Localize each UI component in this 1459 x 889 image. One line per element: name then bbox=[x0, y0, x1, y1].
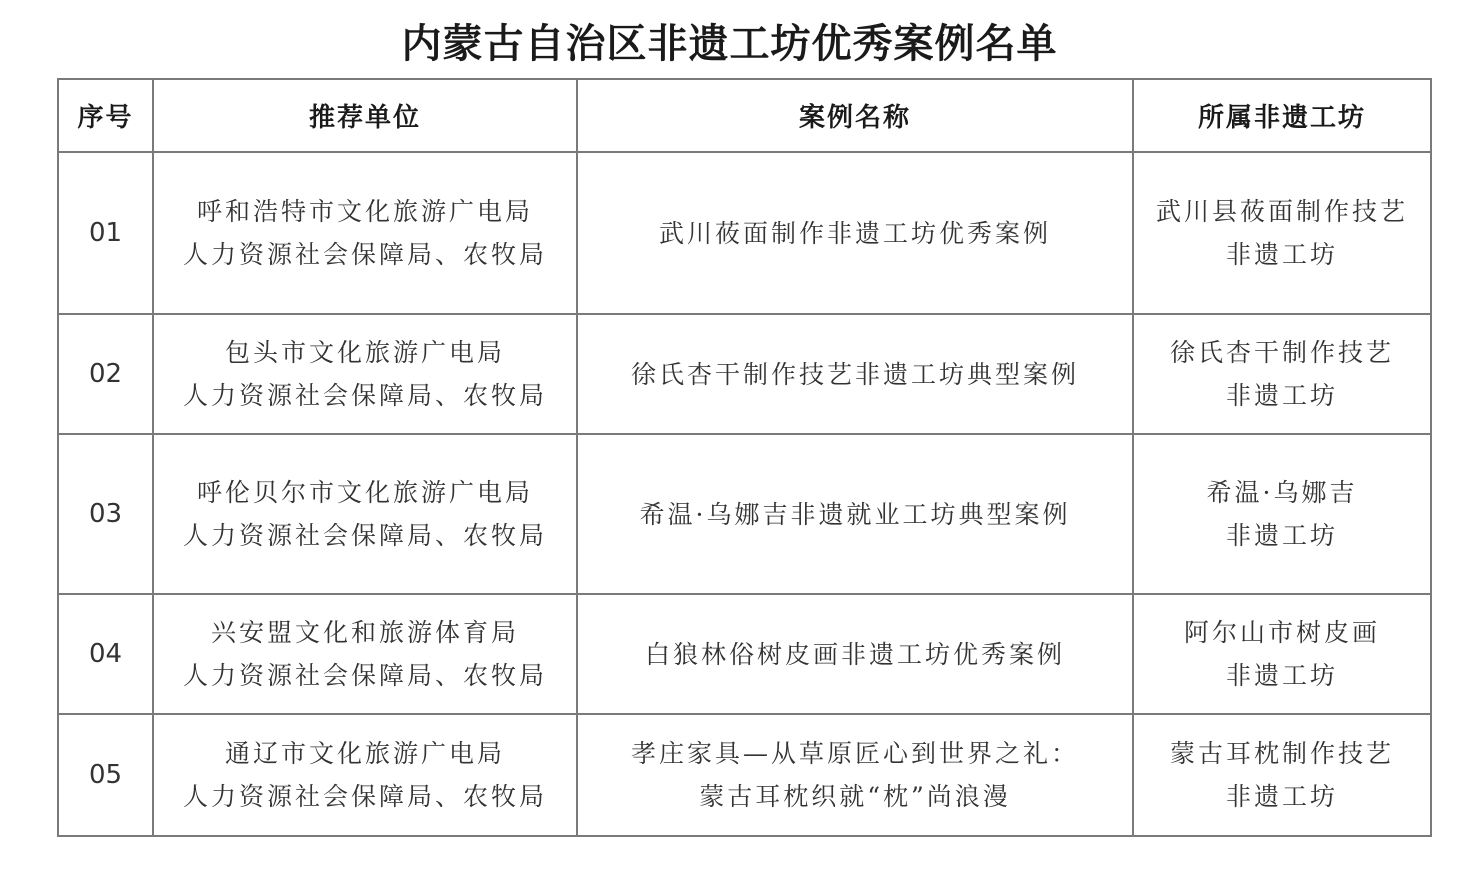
case-line: 蒙古耳枕织就“枕”尚浪漫 bbox=[699, 782, 1011, 811]
cell-unit bbox=[153, 434, 577, 594]
unit-line: 人力资源社会保障局、农牧局 bbox=[182, 521, 547, 550]
case-line: 白狼林俗树皮画非遗工坊优秀案例 bbox=[644, 639, 1065, 669]
unit-line: 人力资源社会保障局、农牧局 bbox=[182, 240, 547, 269]
case-line: 希温·乌娜吉非遗就业工坊典型案例 bbox=[639, 499, 1071, 529]
cell-seq: 05 bbox=[58, 714, 153, 836]
case-line: 武川莜面制作非遗工坊优秀案例 bbox=[658, 218, 1051, 248]
unit-line: 通辽市文化旅游广电局 bbox=[224, 739, 505, 768]
workshop-line: 非遗工坊 bbox=[1225, 661, 1338, 690]
table-header-row bbox=[58, 79, 1431, 152]
workshop-line: 阿尔山市树皮画 bbox=[1183, 618, 1380, 647]
cell-case bbox=[577, 152, 1133, 314]
cell-workshop bbox=[1133, 152, 1431, 314]
table-row bbox=[58, 714, 1431, 836]
cell-seq: 02 bbox=[58, 314, 153, 434]
cell-unit bbox=[153, 314, 577, 434]
cell-workshop bbox=[1133, 314, 1431, 434]
cell-seq: 01 bbox=[58, 152, 153, 314]
case-line: 徐氏杏干制作技艺非遗工坊典型案例 bbox=[630, 359, 1079, 389]
workshop-line: 希温·乌娜吉 bbox=[1206, 478, 1358, 507]
cell-case bbox=[577, 314, 1133, 434]
cell-seq: 03 bbox=[58, 434, 153, 594]
header-case: 案例名称 bbox=[577, 79, 1133, 152]
unit-line: 人力资源社会保障局、农牧局 bbox=[182, 661, 547, 690]
cell-seq: 04 bbox=[58, 594, 153, 714]
page-title: 内蒙古自治区非遗工坊优秀案例名单 bbox=[401, 21, 1058, 67]
header-unit: 推荐单位 bbox=[153, 79, 577, 152]
workshop-line: 非遗工坊 bbox=[1225, 521, 1338, 550]
case-list-table bbox=[57, 78, 1432, 837]
cell-unit bbox=[153, 594, 577, 714]
unit-line: 包头市文化旅游广电局 bbox=[224, 338, 505, 367]
header-workshop: 所属非遗工坊 bbox=[1133, 79, 1431, 152]
cell-case bbox=[577, 594, 1133, 714]
cell-case bbox=[577, 714, 1133, 836]
table-row bbox=[58, 434, 1431, 594]
unit-line: 兴安盟文化和旅游体育局 bbox=[210, 618, 519, 647]
cell-case bbox=[577, 434, 1133, 594]
table-row bbox=[58, 594, 1431, 714]
header-seq: 序号 bbox=[58, 79, 153, 152]
table-row bbox=[58, 314, 1431, 434]
cell-workshop bbox=[1133, 714, 1431, 836]
workshop-line: 武川县莜面制作技艺 bbox=[1155, 197, 1408, 226]
workshop-line: 非遗工坊 bbox=[1225, 782, 1338, 811]
workshop-line: 蒙古耳枕制作技艺 bbox=[1169, 739, 1394, 768]
unit-line: 人力资源社会保障局、农牧局 bbox=[182, 381, 547, 410]
workshop-line: 徐氏杏干制作技艺 bbox=[1169, 338, 1394, 367]
workshop-line: 非遗工坊 bbox=[1225, 240, 1338, 269]
cell-unit bbox=[153, 714, 577, 836]
cell-workshop bbox=[1133, 434, 1431, 594]
workshop-line: 非遗工坊 bbox=[1225, 381, 1338, 410]
unit-line: 呼伦贝尔市文化旅游广电局 bbox=[196, 478, 533, 507]
unit-line: 呼和浩特市文化旅游广电局 bbox=[196, 197, 533, 226]
cell-unit bbox=[153, 152, 577, 314]
case-line: 孝庄家具—从草原匠心到世界之礼： bbox=[630, 739, 1079, 768]
cell-workshop bbox=[1133, 594, 1431, 714]
unit-line: 人力资源社会保障局、农牧局 bbox=[182, 782, 547, 811]
table-row bbox=[58, 152, 1431, 314]
